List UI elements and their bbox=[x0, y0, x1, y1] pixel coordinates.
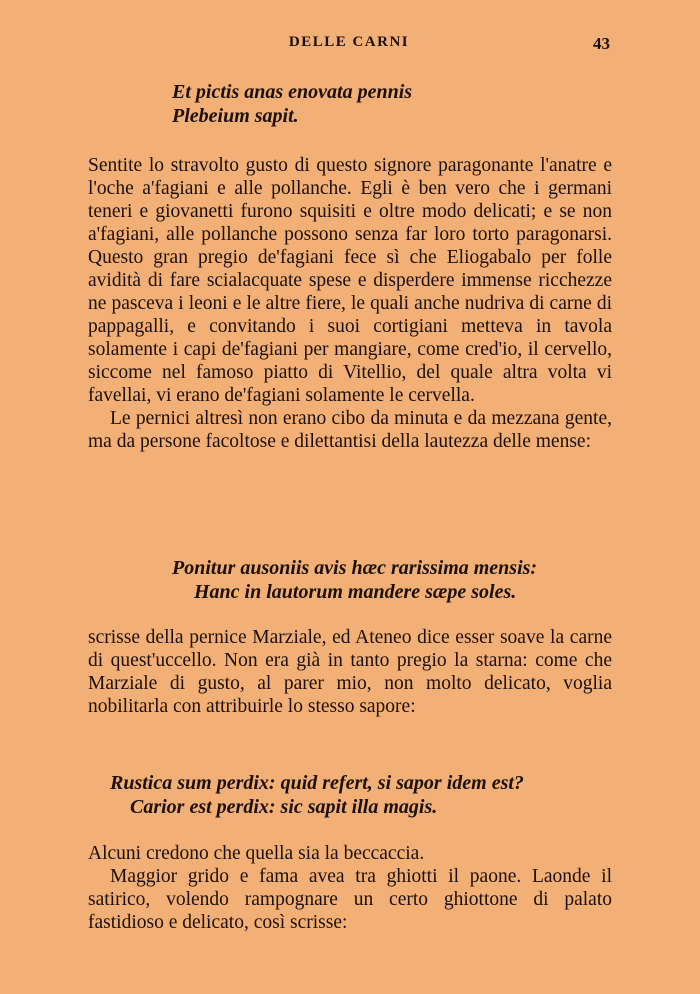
page-number: 43 bbox=[593, 34, 610, 53]
verse-line: Carior est perdix: sic sapit illa magis. bbox=[130, 796, 438, 818]
paragraph: Alcuni credono che quella sia la beccaccia. bbox=[88, 843, 425, 864]
prose-section-paone bbox=[88, 842, 612, 934]
paragraph: scrisse della pernice Marziale, ed Ateneo dice esser soave la carne di quest'uccello. Non era già in tanto pregio la starna: come che Marziale di gusto, al parer mio, non molto delicato, voglia nobilitarla con attribuirle lo stesso sapore: bbox=[88, 627, 612, 717]
verse-quote-martial-perdix bbox=[110, 771, 524, 819]
prose-section-fagiani bbox=[88, 154, 612, 453]
prose-section-pernice bbox=[88, 626, 612, 718]
verse-line: Plebeium sapit. bbox=[172, 105, 299, 127]
paragraph: Sentite lo stravolto gusto di questo signore paragonante l'anatre e l'oche a'fagiani e alle pollanche. Egli è ben vero che i germani teneri e giovanetti furono squisiti e oltre modo delicati; e se non a'fagiani, alle pollanche possono senza far loro torto paragonarsi. Questo gran pregio de'fagiani fece sì che Eliogabalo per folle avidità di fare scialacquate spese e disperdere immense ricchezze ne pasceva i leoni e le altre fiere, le quali anche nudriva di carne di pappagalli, e convitando i suoi cortigiani metteva in tavola solamente i capi de'fagiani per mangiare, come cred'io, il cervello, siccome nel famoso piatto di Vitellio, del quale altra volta vi favellai, vi erano de'fagiani solamente le cervella. bbox=[88, 155, 612, 406]
verse-line: Et pictis anas enovata pennis bbox=[172, 81, 413, 103]
verse-line: Hanc in lautorum mandere sæpe soles. bbox=[194, 581, 517, 603]
verse-quote-martial-pernice bbox=[172, 556, 537, 604]
paragraph: Maggior grido e fama avea tra ghiotti il paone. Laonde il satirico, volendo rampognare un certo ghiottone di palato fastidioso e delicato, così scrisse: bbox=[88, 866, 612, 933]
running-title: DELLE CARNI bbox=[288, 34, 410, 50]
verse-line: Rustica sum perdix: quid refert, si sapor idem est? bbox=[110, 772, 524, 794]
paragraph: Le pernici altresì non erano cibo da minuta e da mezzana gente, ma da persone facoltose e dilettantisi della lautezza delle mense: bbox=[88, 408, 612, 452]
page-header bbox=[88, 34, 610, 58]
verse-quote-martial-anas bbox=[172, 80, 412, 128]
verse-line: Ponitur ausoniis avis hæc rarissima mensis: bbox=[172, 557, 538, 579]
